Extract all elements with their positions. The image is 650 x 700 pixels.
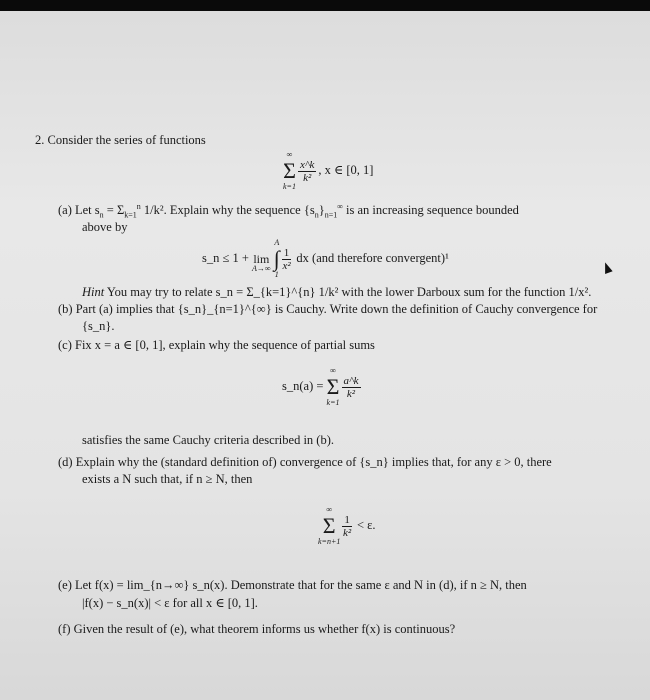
part-e: (e) Let f(x) = lim_{n→∞} s_n(x). Demonstrate that for the same ε and N in (d), if n ≥ N, then	[58, 578, 527, 592]
part-a-line2: above by	[82, 220, 128, 234]
part-c: (c) Fix x = a ∈ [0, 1], explain why the sequence of partial sums	[58, 338, 375, 352]
problem-heading	[35, 133, 206, 148]
bound-formula: s_n ≤ 1 + lim A→∞ A ∫ 1 $\frac{1}{\text{x²}}$ dx (and therefore convergent)¹	[202, 238, 449, 279]
part-a-line1: (a) Let $s_n = \Sigma_{k=1}^n$ 1/k². Explain why the sequence $\{s_n\}_{n=1}^\infty$ is an increasing sequence bounded	[58, 201, 519, 220]
part-b: (b) Part (a) implies that {s_n}_{n=1}^{∞} is Cauchy. Write down the definition of Cauchy convergence for	[58, 302, 598, 316]
partial-sum-formula: s_n(a) = ∞ Σ k=1 $\frac{a\^{}k}{\text{k²}}$	[282, 366, 359, 407]
part-d-line2: exists a N such that, if n ≥ N, then	[82, 472, 253, 486]
top-black-bar	[0, 0, 650, 11]
series-formula	[283, 150, 373, 192]
mouse-cursor-icon	[601, 261, 612, 274]
part-c-after: satisfies the same Cauchy criteria described in (b).	[82, 433, 334, 447]
problem-number: 2.	[35, 133, 45, 147]
part-e-line2: |f(x) − s_n(x)| < ε for all x ∈ [0, 1].	[82, 596, 258, 610]
problem-intro: Consider the series of functions	[47, 133, 206, 147]
part-f: (f) Given the result of (e), what theorem informs us whether f(x) is continuous?	[58, 622, 456, 636]
series-domain: , x ∈ [0, 1]	[318, 162, 374, 177]
part-d: (d) Explain why the (standard definition of) convergence of {s_n} implies that, for any ε > 0, there	[58, 455, 552, 469]
part-b-line2: {s_n}.	[82, 319, 115, 333]
sum-operator: ∞ Σ k=1	[283, 150, 296, 191]
series-fraction: $\frac{x\^{}k}{\text{k²}}$	[299, 158, 315, 184]
part-a-hint: Hint You may try to relate s_n = Σ_{k=1}^{n} 1/k² with the lower Darboux sum for the function 1/x².	[82, 285, 592, 299]
tail-sum-formula: ∞ Σ k=n+1 $\frac{1}{\text{k²}}$ < ε.	[318, 505, 376, 546]
